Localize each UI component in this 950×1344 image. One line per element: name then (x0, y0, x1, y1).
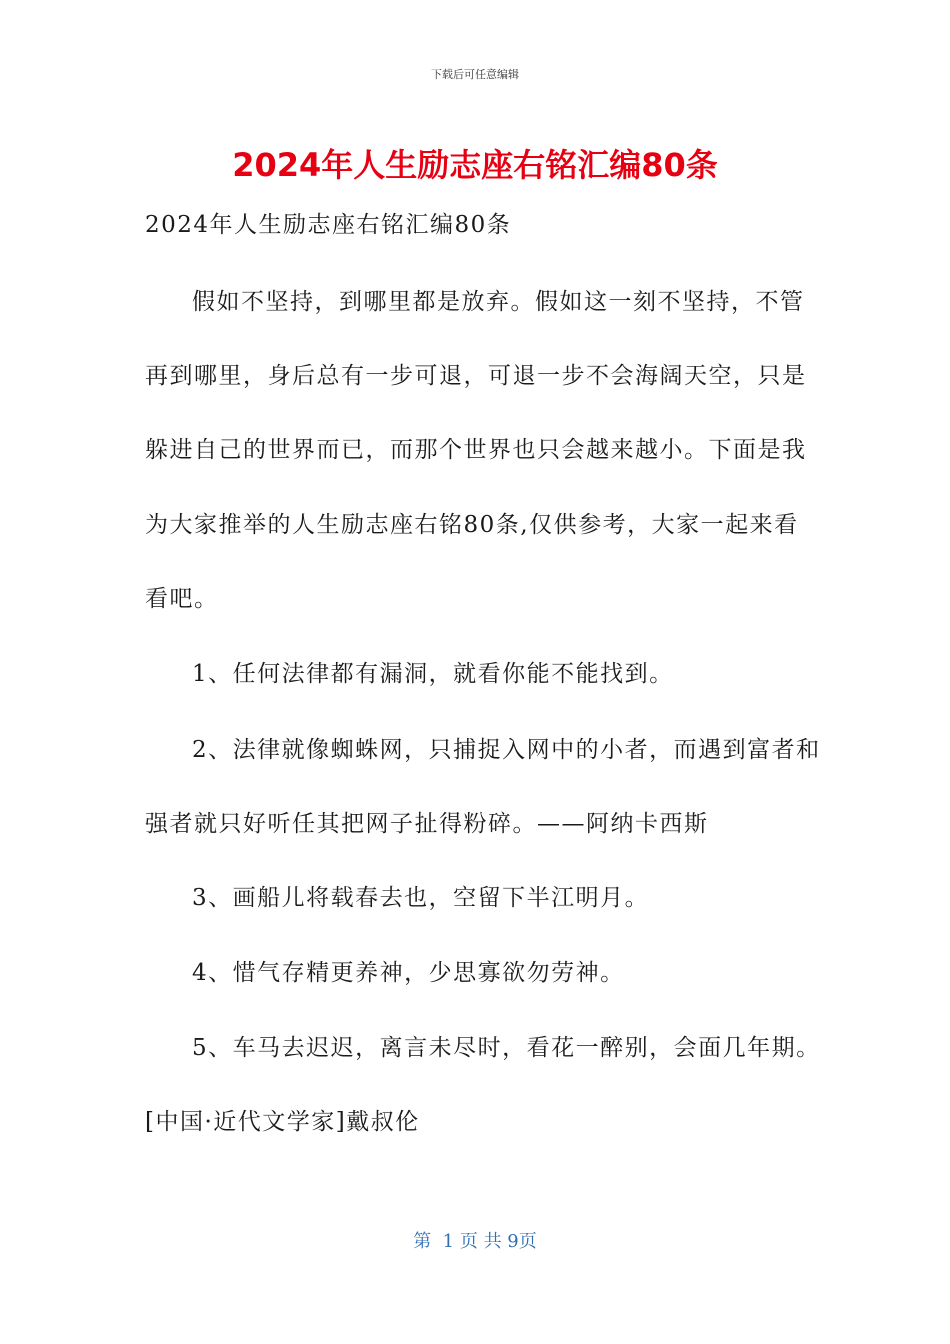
header-note: 下载后可任意编辑 (431, 68, 519, 81)
item-2: 2、法律就像蜘蛛网，只捕捉入网中的小者，而遇到富者和 (192, 737, 821, 763)
intro-line-4: 为大家推举的人生励志座右铭80条,仅供参考，大家一起来看 (145, 512, 799, 538)
document-subtitle: 2024年人生励志座右铭汇编80条 (145, 212, 512, 238)
page-footer: 第 1 页 共 9页 (413, 1231, 537, 1252)
item-3: 3、画船儿将载春去也，空留下半江明月。 (192, 885, 650, 911)
item-2-continuation: 强者就只好听任其把网子扯得粉碎。——阿纳卡西斯 (145, 811, 709, 837)
intro-line-1: 假如不坚持，到哪里都是放弃。假如这一刻不坚持，不管 (192, 289, 805, 315)
item-1: 1、任何法律都有漏洞，就看你能不能找到。 (192, 661, 674, 687)
item-5-attribution: [中国·近代文学家]戴叔伦 (145, 1109, 420, 1135)
intro-line-5: 看吧。 (145, 586, 219, 612)
item-5: 5、车马去迟迟，离言未尽时，看花一醉别，会面几年期。 (192, 1035, 821, 1061)
document-title: 2024年人生励志座右铭汇编80条 (232, 146, 718, 184)
intro-line-2: 再到哪里，身后总有一步可退，可退一步不会海阔天空，只是 (145, 363, 807, 389)
item-4: 4、惜气存精更养神，少思寡欲勿劳神。 (192, 960, 625, 986)
intro-line-3: 躲进自己的世界而已，而那个世界也只会越来越小。下面是我 (145, 437, 807, 463)
